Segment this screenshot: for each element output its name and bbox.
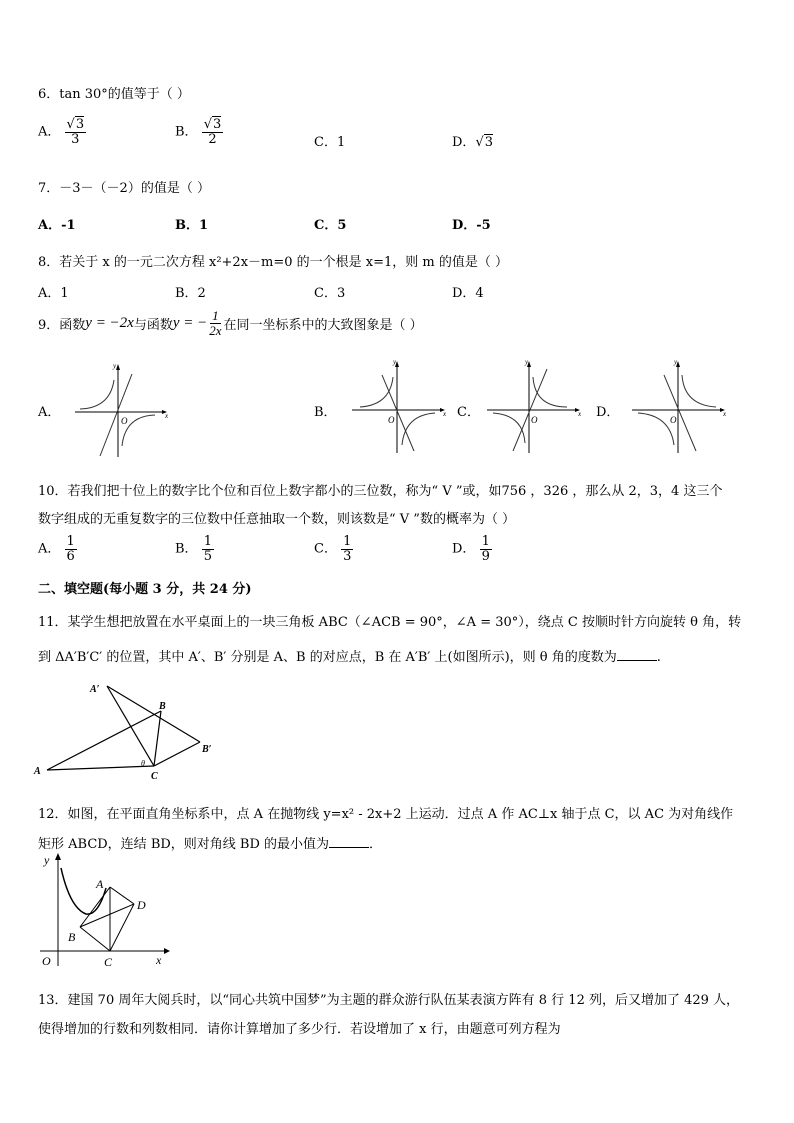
q10-option-c xyxy=(314,535,353,563)
q9-stem xyxy=(38,309,423,337)
y-axis-label: y xyxy=(674,358,678,366)
option-letter: D． xyxy=(452,541,476,557)
denominator: 2 xyxy=(208,131,217,147)
q9-stem-mid: 与函数 xyxy=(133,317,173,333)
q10-option-a xyxy=(38,535,77,563)
numerator: 3 xyxy=(213,117,222,132)
q9-label-b: B． xyxy=(314,405,337,420)
option-letter: A． xyxy=(38,124,61,140)
x-axis-label: x xyxy=(723,410,727,418)
option-letter: B． xyxy=(175,124,198,140)
label-b: B xyxy=(159,701,166,712)
numerator: 1 xyxy=(203,534,212,549)
q6-option-c xyxy=(314,131,345,150)
origin-label: O xyxy=(670,415,677,425)
q7-option-c: C．5 xyxy=(314,218,347,233)
denominator: 9 xyxy=(481,548,490,564)
q9-graph-b xyxy=(350,355,450,455)
q13-line-2: 使得增加的行数和列数相同．请你计算增加了多少行．若设增加了 x 行，由题意可列方程为 xyxy=(38,1022,561,1037)
label-a: A xyxy=(96,877,104,891)
q11-line-1: 11．某学生想把放置在水平桌面上的一块三角板 ABC（∠ACB = 90°，∠A = 30°），绕点 C 按顺时针方向旋转 θ 角，转 xyxy=(38,615,742,630)
option-letter: B． xyxy=(175,541,198,557)
option-letter: C． xyxy=(314,541,337,557)
q13-line-1: 13．建国 70 周年大阅兵时，以“同心共筑中国梦”为主题的群众游行队伍某表演方阵有 8 行 12 列，后又增加了 429 人， xyxy=(38,993,740,1008)
q12-line-2-text: 矩形 ABCD，连结 BD，则对角线 BD 的最小值为 xyxy=(38,837,330,852)
label-a-prime: A′ xyxy=(90,684,100,695)
q9-label-d: D． xyxy=(596,405,620,420)
q9-graph-d xyxy=(630,355,730,455)
option-value: 3 xyxy=(484,135,494,150)
q9-function-2: y = − xyxy=(172,314,208,331)
q11-line-2-tail: . xyxy=(656,650,661,665)
origin-label: O xyxy=(388,415,395,425)
q8-option-c: C．3 xyxy=(314,286,346,301)
q8-option-d: D．4 xyxy=(452,286,484,301)
q7-option-d: D．-5 xyxy=(452,218,491,233)
label-c: C xyxy=(151,771,158,782)
x-axis-label: x xyxy=(443,410,447,418)
q11-triangle-figure xyxy=(30,678,220,783)
fraction: $\frac{√3}{2}$ xyxy=(203,117,222,147)
fraction xyxy=(207,309,223,337)
answer-blank[interactable] xyxy=(617,660,657,661)
section-heading: 二、填空题(每小题 3 分，共 24 分) xyxy=(38,582,252,597)
denominator: 2x xyxy=(209,322,222,338)
q6-option-d: D．√3 xyxy=(452,135,494,150)
q8-stem: 8．若关于 x 的一元二次方程 x²+2x－m=0 的一个根是 x=1，则 m 的值是（ ） xyxy=(38,255,509,270)
numerator: 1 xyxy=(481,534,490,549)
origin-label: O xyxy=(42,954,51,968)
x-axis-label: x xyxy=(578,410,582,418)
label-d: D xyxy=(137,898,146,912)
option-letter: A． xyxy=(38,541,61,557)
fraction xyxy=(202,535,214,563)
q8-option-a: A．1 xyxy=(38,286,69,301)
option-value: 1 xyxy=(336,135,346,150)
q10-line-1: 10．若我们把十位上的数字比个位和百位上数字都小的三位数，称为“ V ”或，如756 ，326 ，那么从 2，3，4 这三个 xyxy=(38,484,723,499)
q8-option-b: B．2 xyxy=(175,286,206,301)
q6-stem: 6．tan 30°的值等于（ ） xyxy=(38,87,190,102)
q10-option-b xyxy=(175,535,214,563)
q12-line-2-tail: ． xyxy=(369,837,383,852)
label-c: C xyxy=(104,955,113,969)
q11-line-2-text: 到 ΔA′B′C′ 的位置，其中 A′、B′ 分别是 A、B 的对应点，B 在 A′B′ 上(如图所示)，则 θ 角的度数为 xyxy=(38,650,617,665)
q9-graph-a xyxy=(70,360,170,460)
q7-option-b: B．1 xyxy=(175,218,209,233)
label-b: B xyxy=(68,930,76,944)
q9-stem-pre: 9．函数 xyxy=(38,317,86,333)
label-theta: θ xyxy=(141,759,145,768)
q9-graph-c xyxy=(485,355,585,455)
q9-label-a: A． xyxy=(38,405,61,420)
option-letter: D． xyxy=(452,135,476,150)
numerator: 3 xyxy=(75,117,85,132)
label-b-prime: B′ xyxy=(202,744,212,755)
denominator: 6 xyxy=(66,548,75,564)
fraction xyxy=(341,535,353,563)
fraction xyxy=(480,535,492,563)
numerator: 1 xyxy=(343,534,352,549)
q7-option-a: A．-1 xyxy=(38,218,76,233)
y-axis-label: y xyxy=(113,362,117,370)
numerator: 1 xyxy=(212,308,219,323)
y-axis-label: y xyxy=(44,853,50,867)
denominator: 3 xyxy=(71,131,80,147)
y-axis-label: y xyxy=(393,358,397,366)
fraction: $\frac{√3}{3}$ xyxy=(66,117,85,147)
origin-label: O xyxy=(531,415,538,425)
q9-function-1: y = −2x xyxy=(85,314,134,331)
x-axis-label: x xyxy=(165,412,169,420)
numerator: 1 xyxy=(66,534,75,549)
fraction xyxy=(65,535,77,563)
label-a: A xyxy=(34,766,41,777)
option-letter: C． xyxy=(314,135,337,150)
q6-option-a xyxy=(38,118,86,146)
q11-line-2 xyxy=(38,646,661,665)
q10-option-d xyxy=(452,535,492,563)
denominator: 3 xyxy=(343,548,352,564)
q7-stem: 7．－3－（－2）的值是（ ） xyxy=(38,181,210,196)
origin-label: O xyxy=(121,416,128,426)
x-axis-label: x xyxy=(156,953,162,967)
denominator: 5 xyxy=(203,548,212,564)
q10-line-2: 数字组成的无重复数字的三位数中任意抽取一个数，则该数是“ V ”数的概率为（ ） xyxy=(38,512,516,527)
q12-parabola-figure xyxy=(36,848,176,970)
q9-stem-post: 在同一坐标系中的大致图象是（ ） xyxy=(223,317,423,333)
answer-blank[interactable] xyxy=(329,847,369,848)
y-axis-label: y xyxy=(525,358,529,366)
q12-line-1: 12．如图，在平面直角坐标系中，点 A 在抛物线 y=x² - 2x+2 上运动．过点 A 作 AC⊥x 轴于点 C，以 AC 为对角线作 xyxy=(38,807,734,822)
q9-label-c: C． xyxy=(457,405,480,420)
q6-option-b xyxy=(175,118,223,146)
